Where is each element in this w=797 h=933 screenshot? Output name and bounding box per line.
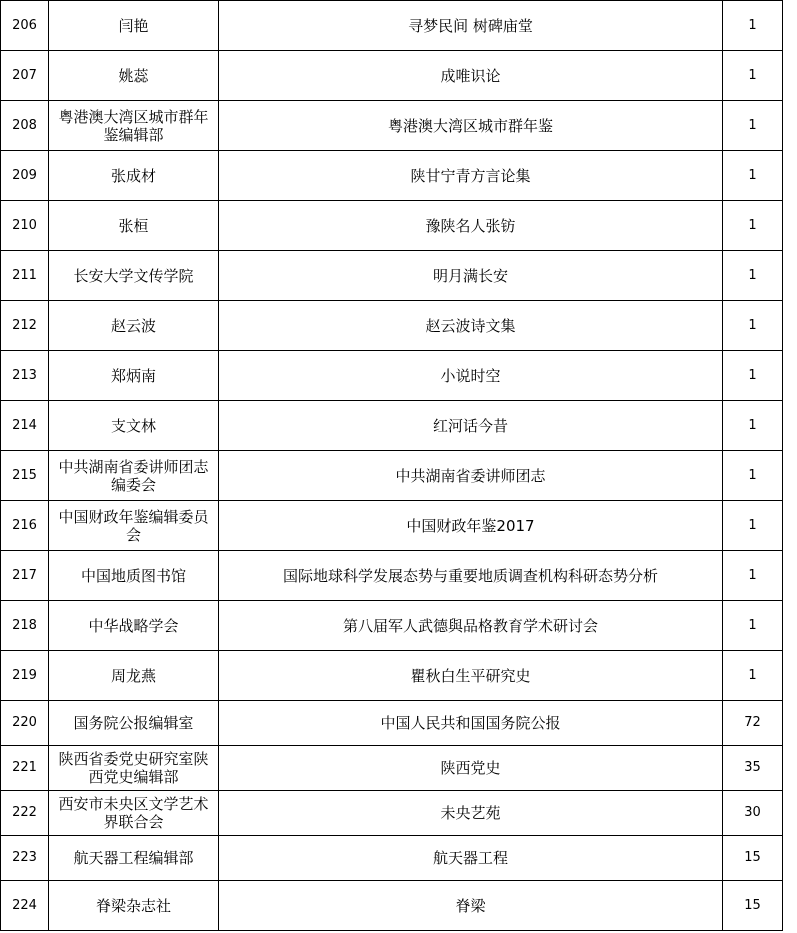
title-cell: 粤港澳大湾区城市群年鉴	[219, 101, 723, 151]
quantity-cell: 1	[723, 251, 783, 301]
publisher-cell: 郑炳南	[49, 351, 219, 401]
publisher-cell: 国务院公报编辑室	[49, 701, 219, 746]
row-number: 221	[1, 746, 49, 791]
quantity-cell: 72	[723, 701, 783, 746]
row-number: 213	[1, 351, 49, 401]
quantity-cell: 15	[723, 881, 783, 931]
row-number: 217	[1, 551, 49, 601]
title-cell: 红河话今昔	[219, 401, 723, 451]
publisher-cell: 张桓	[49, 201, 219, 251]
row-number: 216	[1, 501, 49, 551]
quantity-cell: 1	[723, 501, 783, 551]
publisher-cell: 中国地质图书馆	[49, 551, 219, 601]
title-cell: 中共湖南省委讲师团志	[219, 451, 723, 501]
table-row	[1, 351, 783, 401]
table-row	[1, 101, 783, 151]
row-number: 212	[1, 301, 49, 351]
table-row	[1, 601, 783, 651]
quantity-cell: 35	[723, 746, 783, 791]
row-number: 224	[1, 881, 49, 931]
quantity-cell: 1	[723, 101, 783, 151]
title-cell: 中国财政年鉴2017	[219, 501, 723, 551]
publisher-cell: 张成材	[49, 151, 219, 201]
table-row	[1, 451, 783, 501]
table-row	[1, 251, 783, 301]
table-row	[1, 151, 783, 201]
row-number: 222	[1, 791, 49, 836]
quantity-cell: 1	[723, 601, 783, 651]
quantity-cell: 1	[723, 201, 783, 251]
publisher-cell: 支文林	[49, 401, 219, 451]
publisher-cell: 赵云波	[49, 301, 219, 351]
row-number: 218	[1, 601, 49, 651]
publisher-cell: 西安市未央区文学艺术界联合会	[49, 791, 219, 836]
title-cell: 脊梁	[219, 881, 723, 931]
donation-table-body	[1, 1, 783, 931]
row-number: 211	[1, 251, 49, 301]
publisher-cell: 航天器工程编辑部	[49, 836, 219, 881]
row-number: 208	[1, 101, 49, 151]
publisher-cell: 陕西省委党史研究室陕西党史编辑部	[49, 746, 219, 791]
row-number: 219	[1, 651, 49, 701]
table-row	[1, 51, 783, 101]
publisher-cell: 中共湖南省委讲师团志编委会	[49, 451, 219, 501]
row-number: 223	[1, 836, 49, 881]
row-number: 207	[1, 51, 49, 101]
quantity-cell: 1	[723, 301, 783, 351]
title-cell: 中国人民共和国国务院公报	[219, 701, 723, 746]
title-cell: 豫陕名人张钫	[219, 201, 723, 251]
row-number: 206	[1, 1, 49, 51]
quantity-cell: 1	[723, 351, 783, 401]
table-row	[1, 746, 783, 791]
title-cell: 陕甘宁青方言论集	[219, 151, 723, 201]
quantity-cell: 30	[723, 791, 783, 836]
row-number: 209	[1, 151, 49, 201]
title-cell: 陕西党史	[219, 746, 723, 791]
title-cell: 小说时空	[219, 351, 723, 401]
quantity-cell: 1	[723, 1, 783, 51]
quantity-cell: 1	[723, 551, 783, 601]
table-row	[1, 881, 783, 931]
table-row	[1, 551, 783, 601]
table-row	[1, 701, 783, 746]
title-cell: 国际地球科学发展态势与重要地质调查机构科研态势分析	[219, 551, 723, 601]
table-row	[1, 301, 783, 351]
title-cell: 瞿秋白生平研究史	[219, 651, 723, 701]
table-row	[1, 201, 783, 251]
table-row	[1, 836, 783, 881]
publisher-cell: 脊梁杂志社	[49, 881, 219, 931]
quantity-cell: 1	[723, 151, 783, 201]
title-cell: 航天器工程	[219, 836, 723, 881]
quantity-cell: 1	[723, 651, 783, 701]
title-cell: 寻梦民间 树碑庙堂	[219, 1, 723, 51]
publisher-cell: 闫艳	[49, 1, 219, 51]
quantity-cell: 1	[723, 51, 783, 101]
table-row	[1, 791, 783, 836]
row-number: 220	[1, 701, 49, 746]
row-number: 214	[1, 401, 49, 451]
title-cell: 成唯识论	[219, 51, 723, 101]
row-number: 210	[1, 201, 49, 251]
table-row	[1, 651, 783, 701]
publisher-cell: 中国财政年鉴编辑委员会	[49, 501, 219, 551]
title-cell: 赵云波诗文集	[219, 301, 723, 351]
title-cell: 明月满长安	[219, 251, 723, 301]
table-row	[1, 501, 783, 551]
table-row	[1, 1, 783, 51]
publisher-cell: 长安大学文传学院	[49, 251, 219, 301]
publisher-cell: 粤港澳大湾区城市群年鉴编辑部	[49, 101, 219, 151]
quantity-cell: 1	[723, 401, 783, 451]
publisher-cell: 姚蕊	[49, 51, 219, 101]
row-number: 215	[1, 451, 49, 501]
publisher-cell: 周龙燕	[49, 651, 219, 701]
quantity-cell: 15	[723, 836, 783, 881]
quantity-cell: 1	[723, 451, 783, 501]
title-cell: 第八届军人武德與品格教育学术研讨会	[219, 601, 723, 651]
publisher-cell: 中华战略学会	[49, 601, 219, 651]
table-row	[1, 401, 783, 451]
title-cell: 未央艺苑	[219, 791, 723, 836]
